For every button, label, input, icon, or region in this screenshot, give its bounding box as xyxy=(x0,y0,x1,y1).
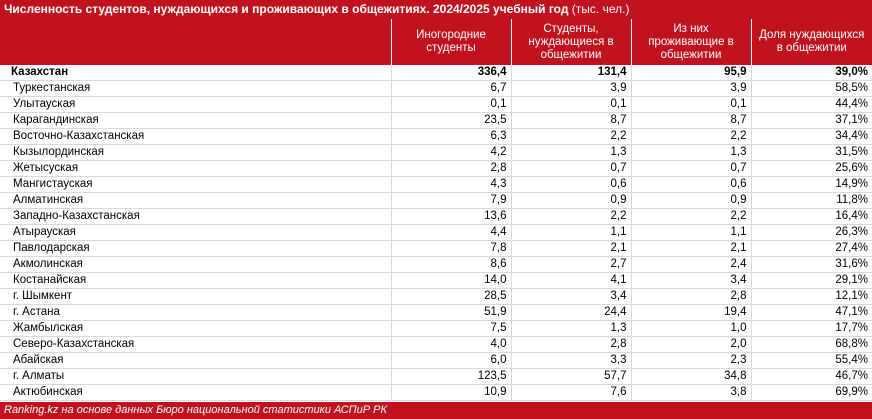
table-body xyxy=(0,65,872,401)
cell-needing-dorm: 2,8 xyxy=(511,337,631,353)
cell-region: Абайская xyxy=(0,353,391,369)
header-students-needing-dorm: Студенты, нуждающиеся в общежитии xyxy=(511,19,631,65)
cell-share: 46,7% xyxy=(751,369,872,385)
cell-share: 14,9% xyxy=(751,177,872,193)
table-row xyxy=(0,305,872,321)
cell-share: 68,8% xyxy=(751,337,872,353)
cell-needing-dorm: 2,1 xyxy=(511,241,631,257)
cell-living-in-dorm: 2,2 xyxy=(631,129,751,145)
cell-needing-dorm: 3,4 xyxy=(511,289,631,305)
cell-living-in-dorm: 1,3 xyxy=(631,145,751,161)
cell-region: Атырауская xyxy=(0,225,391,241)
cell-living-in-dorm: 0,1 xyxy=(631,97,751,113)
cell-share: 25,6% xyxy=(751,161,872,177)
cell-region: Казахстан xyxy=(0,65,391,81)
cell-share: 29,1% xyxy=(751,273,872,289)
cell-needing-dorm: 1,3 xyxy=(511,145,631,161)
cell-share: 37,1% xyxy=(751,113,872,129)
cell-share: 31,6% xyxy=(751,257,872,273)
source-footer: Ranking.kz на основе данных Бюро национальной статистики АСПиР РК xyxy=(0,402,872,419)
cell-share: 58,5% xyxy=(751,81,872,97)
cell-share: 26,3% xyxy=(751,225,872,241)
cell-region: Северо-Казахстанская xyxy=(0,337,391,353)
cell-region: Жамбылская xyxy=(0,321,391,337)
cell-nonresident: 7,5 xyxy=(391,321,511,337)
table-row xyxy=(0,209,872,225)
cell-needing-dorm: 2,2 xyxy=(511,129,631,145)
header-living-in-dorm: Из них проживающие в общежитии xyxy=(631,19,751,65)
students-dormitory-table xyxy=(0,19,872,401)
cell-share: 12,1% xyxy=(751,289,872,305)
cell-nonresident: 7,9 xyxy=(391,193,511,209)
table-row-total xyxy=(0,65,872,81)
cell-region: Восточно-Казахстанская xyxy=(0,129,391,145)
table-row xyxy=(0,97,872,113)
cell-share: 34,4% xyxy=(751,129,872,145)
cell-needing-dorm: 7,6 xyxy=(511,385,631,401)
table-row xyxy=(0,161,872,177)
cell-nonresident: 4,2 xyxy=(391,145,511,161)
cell-region: Актюбинская xyxy=(0,385,391,401)
cell-nonresident: 6,7 xyxy=(391,81,511,97)
cell-living-in-dorm: 2,4 xyxy=(631,257,751,273)
cell-living-in-dorm: 2,2 xyxy=(631,209,751,225)
table-row xyxy=(0,257,872,273)
cell-region: г. Астана xyxy=(0,305,391,321)
cell-region: Алматинская xyxy=(0,193,391,209)
cell-needing-dorm: 3,3 xyxy=(511,353,631,369)
cell-living-in-dorm: 1,0 xyxy=(631,321,751,337)
table-row xyxy=(0,241,872,257)
cell-share: 44,4% xyxy=(751,97,872,113)
cell-share: 27,4% xyxy=(751,241,872,257)
cell-nonresident: 2,8 xyxy=(391,161,511,177)
cell-share: 55,4% xyxy=(751,353,872,369)
cell-needing-dorm: 131,4 xyxy=(511,65,631,81)
table-title-bar xyxy=(0,0,872,19)
table-row xyxy=(0,321,872,337)
cell-nonresident: 6,3 xyxy=(391,129,511,145)
table-row xyxy=(0,129,872,145)
cell-share: 31,5% xyxy=(751,145,872,161)
cell-region: Костанайская xyxy=(0,273,391,289)
cell-needing-dorm: 2,7 xyxy=(511,257,631,273)
cell-needing-dorm: 57,7 xyxy=(511,369,631,385)
cell-share: 69,9% xyxy=(751,385,872,401)
cell-needing-dorm: 0,1 xyxy=(511,97,631,113)
cell-needing-dorm: 0,9 xyxy=(511,193,631,209)
cell-region: Карагандинская xyxy=(0,113,391,129)
cell-living-in-dorm: 3,8 xyxy=(631,385,751,401)
cell-nonresident: 336,4 xyxy=(391,65,511,81)
table-row xyxy=(0,353,872,369)
cell-nonresident: 0,1 xyxy=(391,97,511,113)
table-row xyxy=(0,337,872,353)
cell-living-in-dorm: 0,7 xyxy=(631,161,751,177)
cell-nonresident: 14,0 xyxy=(391,273,511,289)
header-share-needing-dorm: Доля нуждающихся в общежитии xyxy=(751,19,872,65)
cell-nonresident: 4,3 xyxy=(391,177,511,193)
cell-living-in-dorm: 2,8 xyxy=(631,289,751,305)
table-title: Численность студентов, нуждающихся и проживающих в общежитиях. 2024/2025 учебный год xyxy=(4,2,569,16)
cell-nonresident: 28,5 xyxy=(391,289,511,305)
cell-needing-dorm: 3,9 xyxy=(511,81,631,97)
cell-nonresident: 123,5 xyxy=(391,369,511,385)
cell-nonresident: 4,4 xyxy=(391,225,511,241)
cell-nonresident: 8,6 xyxy=(391,257,511,273)
cell-living-in-dorm: 3,9 xyxy=(631,81,751,97)
cell-region: Кызылординская xyxy=(0,145,391,161)
cell-living-in-dorm: 95,9 xyxy=(631,65,751,81)
table-row xyxy=(0,113,872,129)
cell-region: Туркестанская xyxy=(0,81,391,97)
cell-region: Западно-Казахстанская xyxy=(0,209,391,225)
cell-needing-dorm: 4,1 xyxy=(511,273,631,289)
cell-living-in-dorm: 8,7 xyxy=(631,113,751,129)
cell-needing-dorm: 0,7 xyxy=(511,161,631,177)
cell-needing-dorm: 1,3 xyxy=(511,321,631,337)
table-row xyxy=(0,385,872,401)
cell-share: 11,8% xyxy=(751,193,872,209)
cell-region: Павлодарская xyxy=(0,241,391,257)
table-row xyxy=(0,177,872,193)
header-nonresident-students: Иногородние студенты xyxy=(391,19,511,65)
table-row xyxy=(0,225,872,241)
table-row xyxy=(0,273,872,289)
cell-region: Акмолинская xyxy=(0,257,391,273)
cell-region: Улытауская xyxy=(0,97,391,113)
cell-needing-dorm: 1,1 xyxy=(511,225,631,241)
cell-region: Мангистауская xyxy=(0,177,391,193)
cell-needing-dorm: 2,2 xyxy=(511,209,631,225)
cell-share: 17,7% xyxy=(751,321,872,337)
cell-living-in-dorm: 3,4 xyxy=(631,273,751,289)
cell-nonresident: 4,0 xyxy=(391,337,511,353)
cell-share: 16,4% xyxy=(751,209,872,225)
table-row xyxy=(0,369,872,385)
cell-region: Жетысуская xyxy=(0,161,391,177)
table-row xyxy=(0,81,872,97)
cell-share: 47,1% xyxy=(751,305,872,321)
cell-living-in-dorm: 2,0 xyxy=(631,337,751,353)
cell-nonresident: 51,9 xyxy=(391,305,511,321)
cell-nonresident: 23,5 xyxy=(391,113,511,129)
cell-living-in-dorm: 1,1 xyxy=(631,225,751,241)
cell-needing-dorm: 0,6 xyxy=(511,177,631,193)
table-row xyxy=(0,289,872,305)
table-row xyxy=(0,145,872,161)
cell-living-in-dorm: 2,3 xyxy=(631,353,751,369)
table-row xyxy=(0,193,872,209)
cell-living-in-dorm: 0,9 xyxy=(631,193,751,209)
cell-nonresident: 10,9 xyxy=(391,385,511,401)
cell-nonresident: 7,8 xyxy=(391,241,511,257)
table-unit: (тыс. чел.) xyxy=(571,2,630,16)
header-region xyxy=(0,19,391,65)
table-header xyxy=(0,19,872,65)
header-row xyxy=(0,19,872,65)
cell-living-in-dorm: 0,6 xyxy=(631,177,751,193)
cell-living-in-dorm: 19,4 xyxy=(631,305,751,321)
cell-needing-dorm: 24,4 xyxy=(511,305,631,321)
cell-needing-dorm: 8,7 xyxy=(511,113,631,129)
cell-share: 39,0% xyxy=(751,65,872,81)
cell-region: г. Алматы xyxy=(0,369,391,385)
cell-nonresident: 6,0 xyxy=(391,353,511,369)
cell-nonresident: 13,6 xyxy=(391,209,511,225)
cell-living-in-dorm: 2,1 xyxy=(631,241,751,257)
cell-living-in-dorm: 34,8 xyxy=(631,369,751,385)
cell-region: г. Шымкент xyxy=(0,289,391,305)
